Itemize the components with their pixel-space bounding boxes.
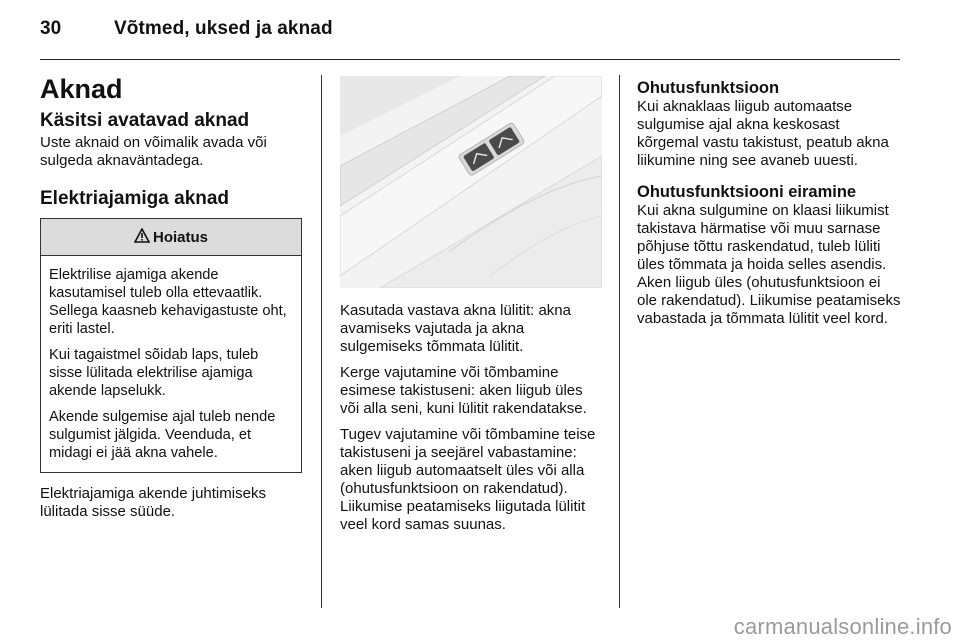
window-switch-photo [340, 76, 602, 288]
warning-paragraph: Kui tagaistmel sõidab laps, tuleb sisse lülitada elektrilise ajamiga akende lapselukk. [49, 347, 259, 399]
switch-usage-text: Kasutada vastava akna lülitit: akna avamiseks vajutada ja akna sulgemiseks tõmmata lülitit. [340, 302, 571, 355]
manual-windows-heading: Käsitsi avatavad aknad [40, 110, 250, 131]
section-title: Aknad [40, 74, 123, 104]
column-divider-1 [321, 75, 322, 608]
warning-paragraph: Akende sulgemise ajal tuleb nende sulgumist jälgida. Veenduda, et midagi ei jää akna vahele. [49, 409, 276, 461]
safety-override-heading: Ohutusfunktsiooni eiramine [637, 183, 857, 201]
safety-override-text: Kui akna sulgumine on klaasi liikumist takistava härmatise või muu sarnase põhjuse tõttu raskendatud, tuleb lüliti üles tõmmata ja hoida selles asendis. Aken liigub üles (ohutusfunktsioon ei ole rakendatud). Liikumise peatamiseks vabastada ja tõmmata lülitit veel kord. [637, 202, 901, 327]
electric-windows-heading: Elektriajamiga aknad [40, 188, 230, 209]
safety-function-heading: Ohutusfunktsioon [637, 79, 780, 97]
warning-triangle-icon [134, 228, 150, 247]
light-press-text: Kerge vajutamine või tõmbamine esimese takistuseni: aken liigub üles või alla seni, kuni lülitit rakendatakse. [340, 364, 587, 417]
warning-title: Hoiatus [152, 228, 208, 246]
column-1 [40, 72, 302, 521]
column-divider-2 [619, 75, 620, 608]
warning-header [41, 219, 301, 256]
warning-body [41, 256, 301, 472]
column-2 [340, 72, 602, 534]
page-number: 30 [40, 18, 62, 39]
warning-paragraph: Elektrilise ajamiga akende kasutamisel tuleb olla ettevaatlik. Sellega kaasneb kehavigastuste oht, eriti lastel. [49, 267, 287, 337]
after-warning-text: Elektriajamiga akende juhtimiseks lülitada sisse süüde. [40, 485, 266, 520]
page-header [40, 18, 333, 40]
column-3 [637, 72, 902, 328]
manual-windows-text: Uste aknaid on võimalik avada või sulgeda aknaväntadega. [40, 134, 267, 169]
watermark: carmanualsonline.info [733, 614, 952, 639]
firm-press-text: Tugev vajutamine või tõmbamine teise takistuseni ja seejärel vabastamine: aken liigub automaatselt üles või alla (ohutusfunktsioon on rakendatud). Liikumise peatamiseks liigutada lülitit veel kord samas suunas. [340, 426, 596, 533]
warning-box [40, 218, 302, 473]
safety-function-text: Kui aknaklaas liigub automaatse sulgumise ajal akna keskosast kõrgemal vastu takistust, peatub akna liikumine ning see avaneb uuesti. [637, 98, 889, 169]
chapter-title: Võtmed, uksed ja aknad [114, 18, 333, 39]
header-rule [40, 59, 900, 60]
